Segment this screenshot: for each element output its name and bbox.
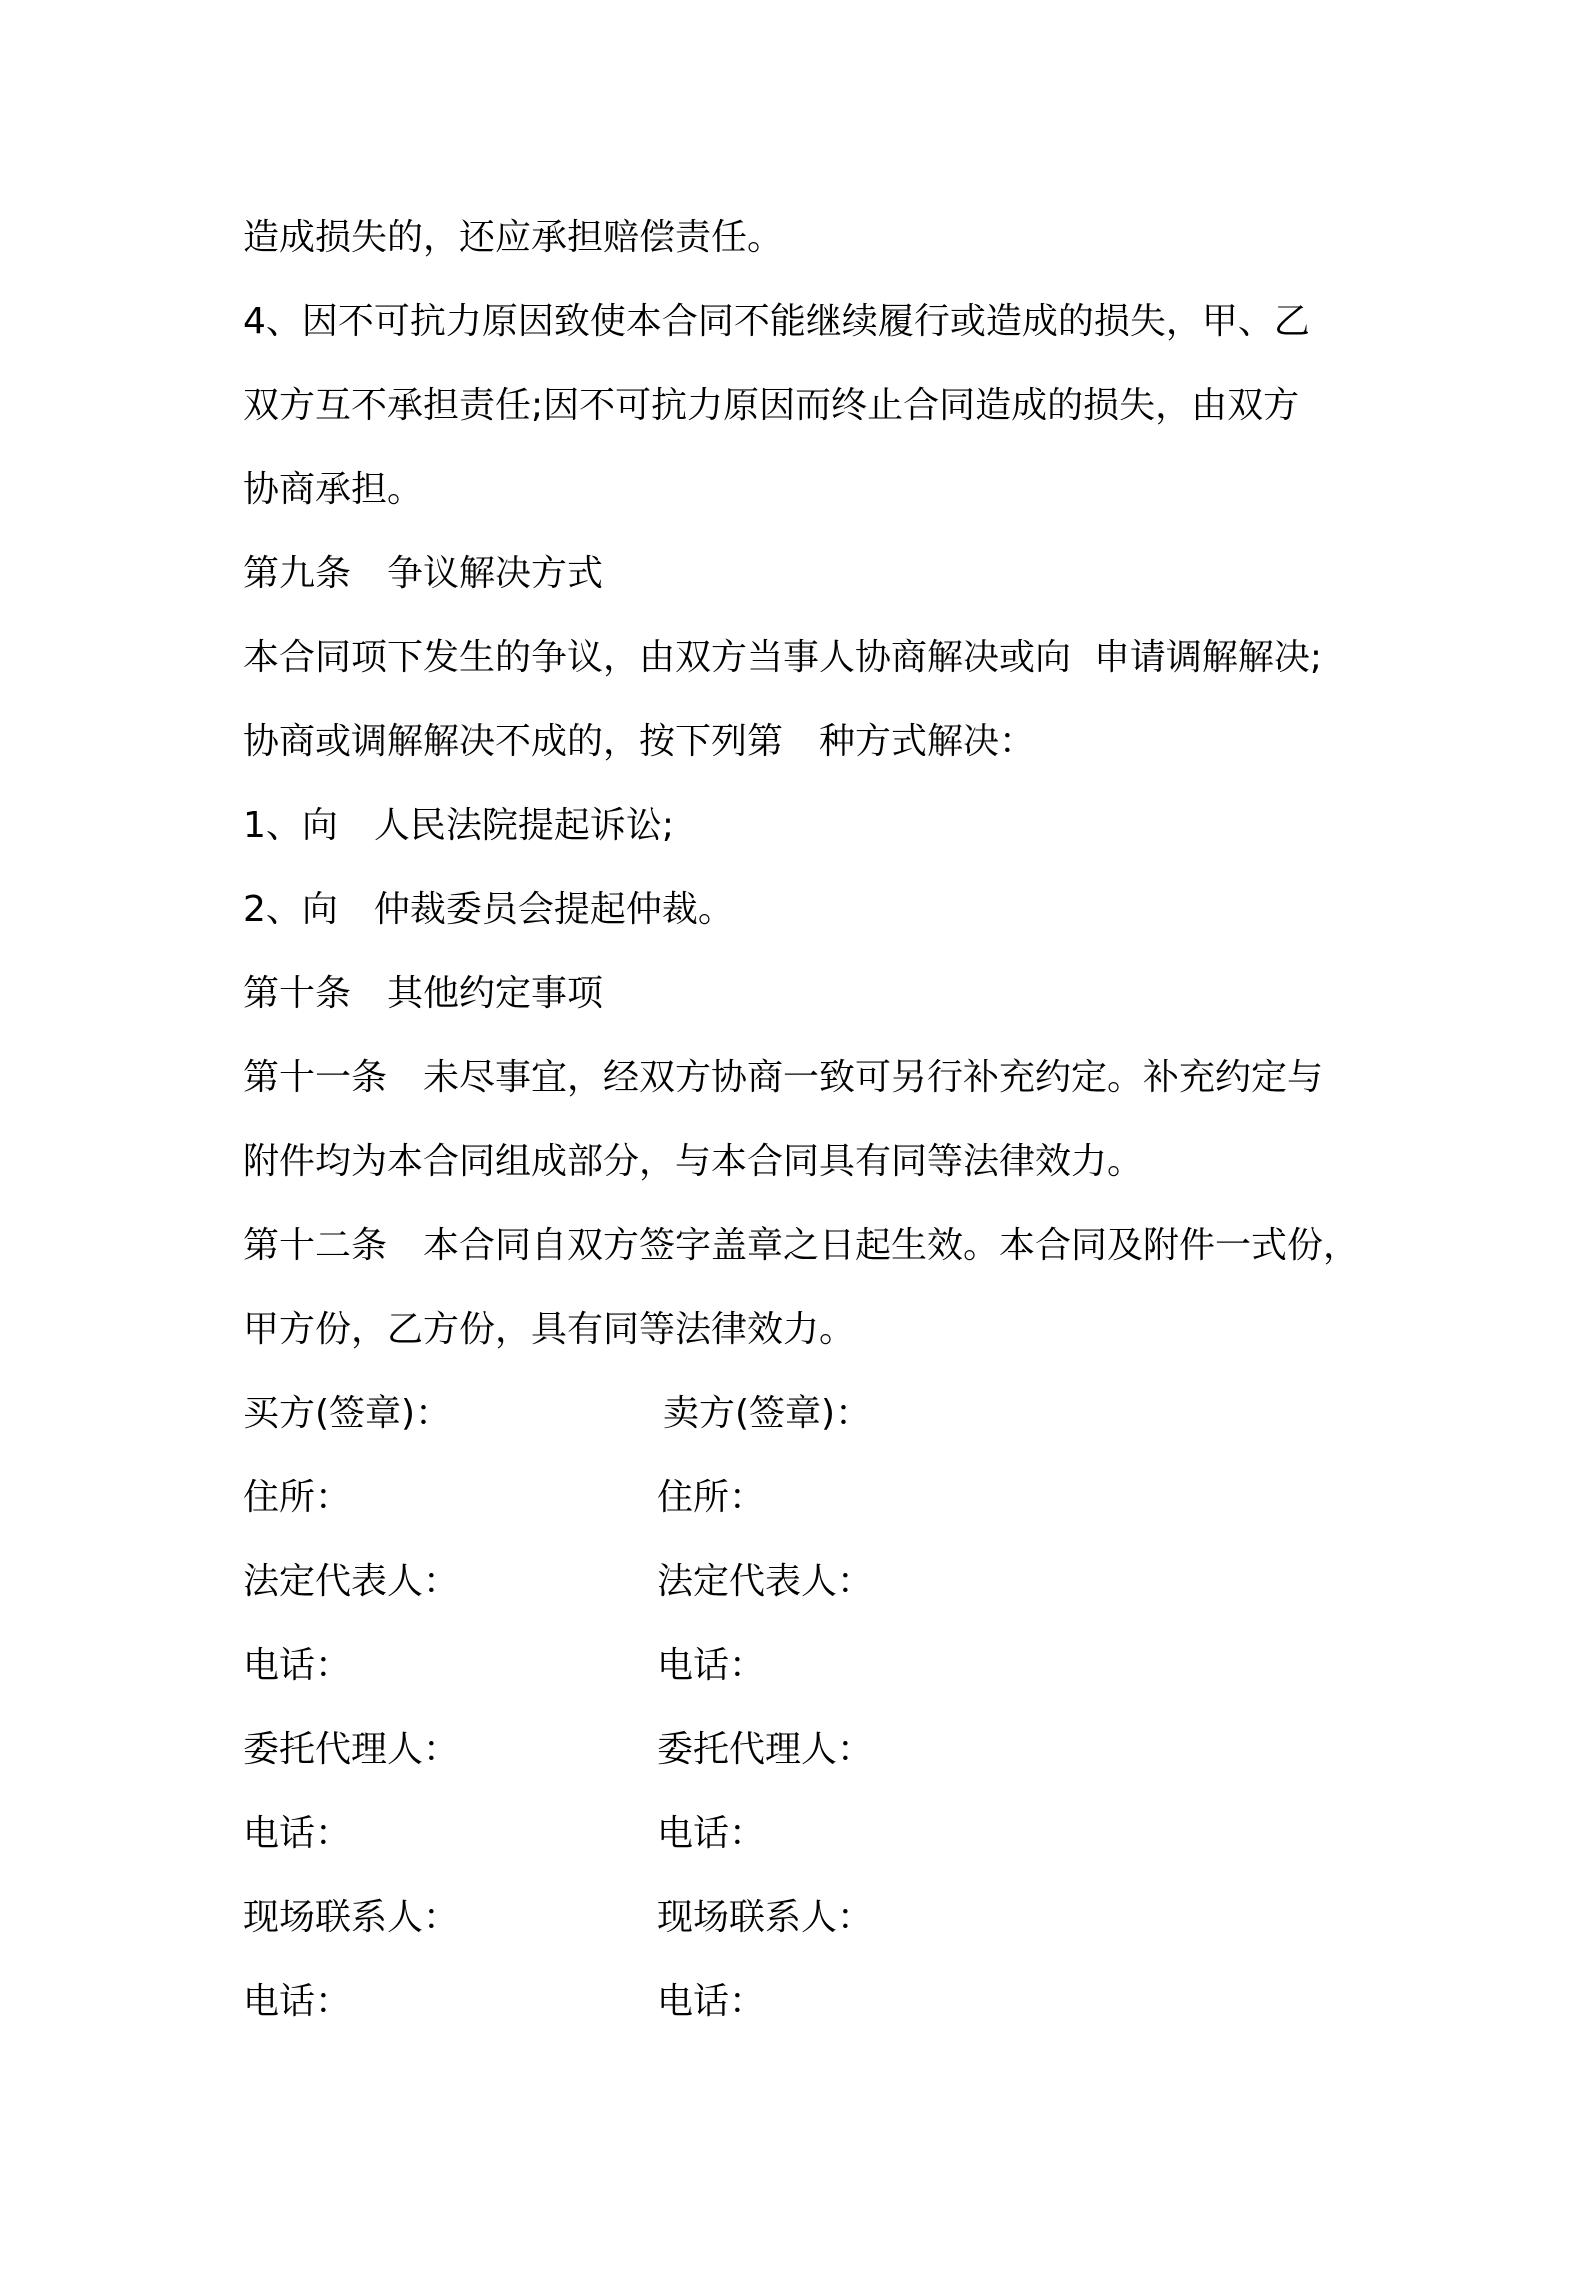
buyer-seal-label: 买方(签章)： [243, 1393, 452, 1434]
seller-phone-label: 电话： [657, 1645, 766, 1686]
buyer-address-label: 住所： [243, 1477, 352, 1518]
paragraph-line: 协商或调解解决不成的，按下列第 种方式解决： [243, 721, 1036, 762]
signature-row [243, 1456, 1393, 1540]
contract-body [243, 196, 1393, 2044]
paragraph-line: 造成损失的，还应承担赔偿责任。 [243, 217, 784, 258]
buyer-phone-label: 电话： [243, 1645, 352, 1686]
list-item: 2、向 仲裁委员会提起仲裁。 [243, 889, 734, 930]
article-12-line: 第十二条 本合同自双方签字盖章之日起生效。本合同及附件一式份， [243, 1225, 1360, 1266]
seller-legal-rep-label: 法定代表人： [657, 1561, 874, 1602]
paragraph-line: 双方互不承担责任;因不可抗力原因而终止合同造成的损失，由双方 [243, 385, 1300, 426]
signature-row [243, 1540, 1393, 1624]
seller-site-contact-label: 现场联系人： [657, 1897, 874, 1938]
signature-block [243, 1372, 1393, 2044]
paragraph-line: 本合同项下发生的争议，由双方当事人协商解决或向 申请调解解决; [243, 637, 1323, 678]
seller-agent-phone-label: 电话： [657, 1813, 766, 1854]
paragraph-line: 4、因不可抗力原因致使本合同不能继续履行或造成的损失，甲、乙 [243, 301, 1310, 342]
seller-address-label: 住所： [657, 1477, 766, 1518]
buyer-agent-phone-label: 电话： [243, 1813, 352, 1854]
buyer-legal-rep-label: 法定代表人： [243, 1561, 460, 1602]
article-9-heading: 第九条 争议解决方式 [243, 553, 604, 594]
buyer-site-contact-label: 现场联系人： [243, 1897, 460, 1938]
seller-agent-label: 委托代理人： [657, 1729, 874, 1770]
article-10-heading: 第十条 其他约定事项 [243, 973, 604, 1014]
list-item: 1、向 人民法院提起诉讼; [243, 805, 675, 846]
buyer-agent-label: 委托代理人： [243, 1729, 460, 1770]
paragraph-line: 甲方份，乙方份，具有同等法律效力。 [243, 1309, 856, 1350]
signature-row [243, 1372, 1393, 1456]
paragraph-line: 协商承担。 [243, 469, 424, 510]
article-11-line: 第十一条 未尽事宜，经双方协商一致可另行补充约定。补充约定与 [243, 1057, 1324, 1098]
signature-row [243, 1708, 1393, 1792]
signature-row [243, 1792, 1393, 1876]
signature-row [243, 1960, 1393, 2044]
seller-site-phone-label: 电话： [657, 1981, 766, 2022]
signature-row [243, 1876, 1393, 1960]
signature-row [243, 1624, 1393, 1708]
buyer-site-phone-label: 电话： [243, 1981, 352, 2022]
paragraph-line: 附件均为本合同组成部分，与本合同具有同等法律效力。 [243, 1141, 1144, 1182]
seller-seal-label: 卖方(签章)： [663, 1393, 872, 1434]
